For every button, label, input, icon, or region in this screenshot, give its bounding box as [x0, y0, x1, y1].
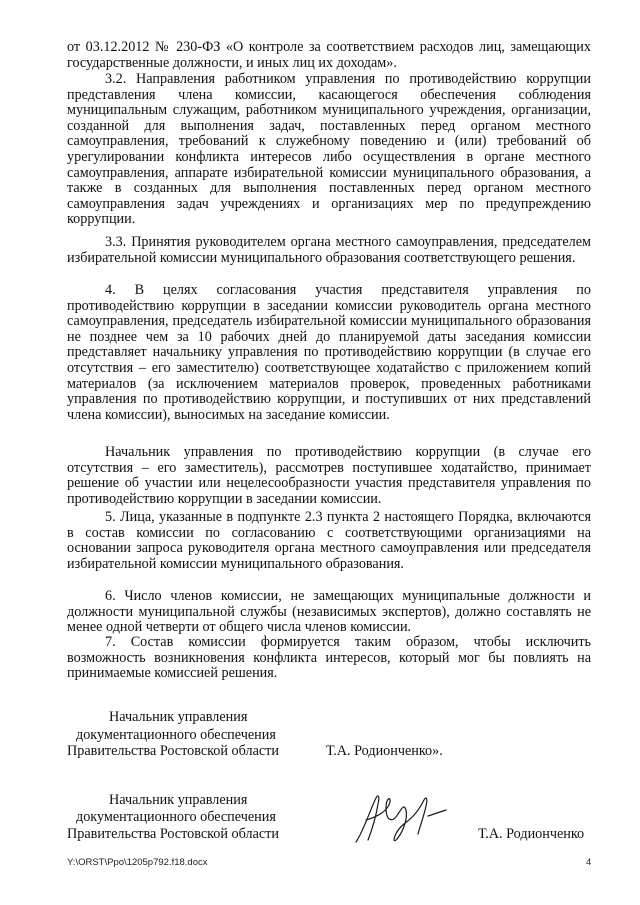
- signature-1-title-line1: Начальник управления: [109, 709, 248, 725]
- signature-1-name: Т.А. Родионченко».: [326, 743, 443, 759]
- signature-2-name: Т.А. Родионченко: [478, 826, 585, 842]
- paragraph-4: 4. В целях согласования участия представителя управления по противодействию коррупции в заседании комиссии руководитель органа местного самоуправления, председатель избирательной комиссии муниципального образования не позднее чем за 10 рабочих дней до планируемой даты заседания комиссии представляет начальнику управления по противодействию коррупции (в случае его отсутствия – его заместителю) соответствующее ходатайство с приложением копий материалов (за исключением материалов проверок, проведенных работниками управления по противодействию коррупции, и поступивших от них представлений члена комиссии), выносимых на заседание комиссии.: [67, 282, 591, 423]
- signature-2-title-line3: Правительства Ростовской области: [67, 826, 279, 842]
- paragraph-6: 6. Число членов комиссии, не замещающих муниципальные должности и должности муниципальной службы (независимых экспертов), должно составлять не менее одной четверти от общего числа членов комиссии.: [67, 588, 591, 636]
- paragraph-5: 5. Лица, указанные в подпункте 2.3 пункта 2 настоящего Порядка, включаются в состав комиссии по согласованию с соответствующими организациями на основании запроса руководителя органа местного самоуправления или председателя избирательной комиссии муниципального образования.: [67, 509, 591, 572]
- handwritten-signature: [346, 790, 456, 850]
- paragraph-7: 7. Состав комиссии формируется таким образом, чтобы исключить возможность возникновения конфликта интересов, который мог бы повлиять на принимаемые комиссией решения.: [67, 634, 591, 682]
- signature-1-title-line3: Правительства Ростовской области: [67, 743, 279, 759]
- footer-page-number: 4: [586, 857, 592, 868]
- paragraph-3-3: 3.3. Принятия руководителем органа местного самоуправления, председателем избирательной комиссии муниципального образования соответствующего решения.: [67, 234, 591, 266]
- signature-2-title-line2: документационного обеспечения: [76, 809, 276, 825]
- paragraph-3-2: 3.2. Направления работником управления по противодействию коррупции представления члена комиссии, касающегося обеспечения соблюдения муниципальным служащим, работником муниципального учреждения, организации, созданной для выполнения задач, поставленных перед органом местного самоуправления, требований к служебному поведению и (или) требований об урегулировании конфликта интересов либо осуществления в органе местного самоуправления, аппарате избирательной комиссии муниципального образования, а также в созданных для выполнения поставленных перед органом местного самоуправления задач учреждениях и организациях мер по предупреждению коррупции.: [67, 71, 591, 228]
- signature-1-title-line2: документационного обеспечения: [76, 727, 276, 743]
- paragraph-continuation: от 03.12.2012 № 230-ФЗ «О контроле за соответствием расходов лиц, замещающих государственные должности, и иных лиц их доходам».: [67, 39, 591, 71]
- signature-2-title-line1: Начальник управления: [109, 792, 248, 808]
- paragraph-4-continued: Начальник управления по противодействию коррупции (в случае его отсутствия – его заместитель), рассмотрев поступившее ходатайство, принимает решение об участии или нецелесообразности участия представителя управления по противодействию коррупции в заседании комиссии.: [67, 444, 591, 507]
- footer-file-path: Y:\ORST\Ppo\1205p792.f18.docx: [67, 857, 208, 868]
